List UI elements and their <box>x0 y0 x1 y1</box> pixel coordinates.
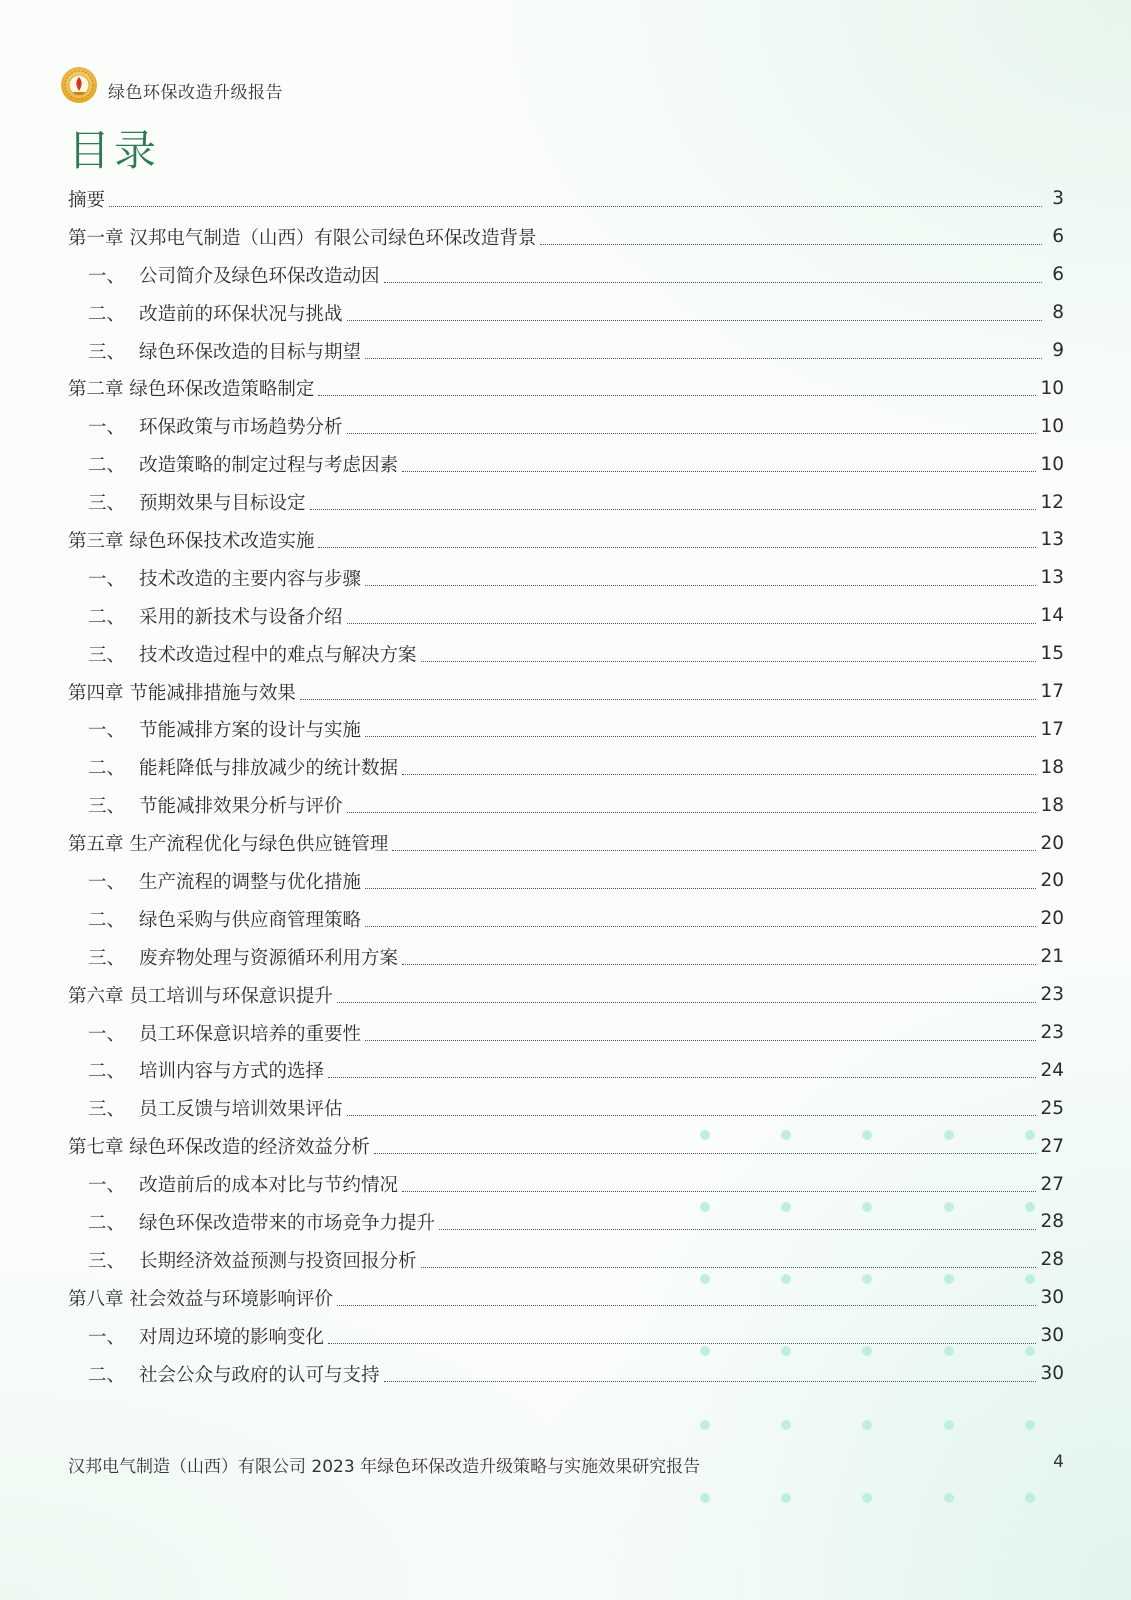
toc-entry-label <box>88 1057 324 1083</box>
toc-entry-label <box>88 1171 398 1197</box>
toc-entry-text: 生产流程的调整与优化措施 <box>139 871 362 893</box>
toc-dot-leader <box>402 963 1036 965</box>
toc-dot-leader <box>300 698 1037 700</box>
toc-entry-number: 三、 <box>88 644 126 666</box>
toc-dot-leader <box>337 1304 1037 1306</box>
toc-entry-label <box>68 679 296 705</box>
toc-chapter-entry[interactable] <box>68 369 1064 407</box>
toc-entry-label <box>88 1361 380 1387</box>
toc-section-entry[interactable] <box>68 445 1064 483</box>
toc-entry-text: 培训内容与方式的选择 <box>139 1061 325 1083</box>
toc-entry-number: 三、 <box>88 341 126 363</box>
toc-section-entry[interactable] <box>68 1203 1064 1241</box>
toc-dot-leader <box>365 584 1036 586</box>
toc-dot-leader <box>328 1342 1036 1344</box>
toc-chapter-entry[interactable] <box>68 976 1064 1014</box>
toc-entry-label <box>88 603 343 629</box>
toc-dot-leader <box>421 660 1037 662</box>
toc-entry-page: 10 <box>1040 453 1064 475</box>
toc-entry-number: 一、 <box>88 871 126 893</box>
toc-entry-text: 采用的新技术与设备介绍 <box>139 606 343 628</box>
toc-entry-page: 25 <box>1040 1097 1064 1119</box>
toc-entry-text: 能耗降低与排放减少的统计数据 <box>139 758 399 780</box>
toc-entry-number: 二、 <box>88 1364 126 1386</box>
toc-entry-label <box>88 300 343 326</box>
toc-entry-page: 23 <box>1040 984 1064 1006</box>
decorative-dot <box>781 1420 791 1430</box>
toc-entry-label <box>88 944 398 970</box>
toc-dot-leader <box>318 394 1036 396</box>
table-of-contents <box>68 180 1064 1393</box>
toc-dot-leader <box>347 1114 1037 1116</box>
toc-entry-page: 10 <box>1040 377 1064 399</box>
toc-entry-page: 30 <box>1040 1363 1064 1385</box>
toc-entry-label <box>88 906 361 932</box>
toc-entry-text: 节能减排方案的设计与实施 <box>139 720 362 742</box>
toc-dot-leader <box>421 1266 1037 1268</box>
toc-entry-page: 20 <box>1040 908 1064 930</box>
toc-entry-page: 30 <box>1040 1287 1064 1309</box>
toc-entry-text: 长期经济效益预测与投资回报分析 <box>139 1250 417 1272</box>
toc-entry-number: 三、 <box>88 1250 126 1272</box>
toc-entry-text: 摘要 <box>68 189 106 211</box>
toc-entry-page: 6 <box>1052 226 1064 248</box>
decorative-dot <box>944 1420 954 1430</box>
toc-entry-text: 改造策略的制定过程与考虑因素 <box>139 455 399 477</box>
toc-entry-text: 第一章 汉邦电气制造（山西）有限公司绿色环保改造背景 <box>68 227 537 249</box>
toc-dot-leader <box>365 887 1036 889</box>
toc-entry-number: 三、 <box>88 1099 126 1121</box>
toc-section-entry[interactable] <box>68 1165 1064 1203</box>
toc-entry-page: 20 <box>1040 832 1064 854</box>
header-title: 绿色环保改造升级报告 <box>108 82 283 103</box>
toc-entry-label <box>88 641 417 667</box>
footer-page-number: 4 <box>1053 1452 1064 1472</box>
toc-chapter-entry[interactable] <box>68 1127 1064 1165</box>
toc-dot-leader <box>328 1076 1036 1078</box>
toc-entry-page: 18 <box>1040 794 1064 816</box>
toc-dot-leader <box>337 1001 1037 1003</box>
toc-entry-page: 30 <box>1040 1325 1064 1347</box>
toc-entry-page: 6 <box>1052 264 1064 286</box>
toc-entry-page: 21 <box>1040 946 1064 968</box>
toc-dot-leader <box>365 1039 1036 1041</box>
toc-section-entry[interactable] <box>68 294 1064 332</box>
toc-entry-text: 员工环保意识培养的重要性 <box>139 1023 362 1045</box>
page-footer <box>68 1452 1064 1477</box>
toc-entry-label <box>88 1247 417 1273</box>
toc-section-entry[interactable] <box>68 710 1064 748</box>
toc-dot-leader <box>365 925 1036 927</box>
toc-dot-leader <box>347 432 1037 434</box>
toc-entry-label <box>68 1133 370 1159</box>
toc-section-entry[interactable] <box>68 635 1064 673</box>
toc-dot-leader <box>402 470 1036 472</box>
toc-entry-page: 3 <box>1052 188 1064 210</box>
toc-entry-text: 第七章 绿色环保改造的经济效益分析 <box>68 1137 370 1159</box>
decorative-dot <box>1025 1420 1035 1430</box>
toc-dot-leader <box>384 1380 1037 1382</box>
toc-section-entry[interactable] <box>68 1241 1064 1279</box>
toc-entry-page: 17 <box>1040 681 1064 703</box>
toc-entry-text: 第二章 绿色环保改造策略制定 <box>68 379 315 401</box>
toc-dot-leader <box>365 735 1036 737</box>
toc-entry-text: 绿色采购与供应商管理策略 <box>139 909 362 931</box>
toc-section-entry[interactable] <box>68 1317 1064 1355</box>
toc-entry-label <box>88 1020 361 1046</box>
decorative-dot <box>700 1493 710 1503</box>
toc-entry-number: 二、 <box>88 1061 126 1083</box>
toc-dot-leader <box>384 281 1042 283</box>
toc-entry-number: 一、 <box>88 568 126 590</box>
toc-entry-text: 员工反馈与培训效果评估 <box>139 1099 343 1121</box>
toc-entry-text: 对周边环境的影响变化 <box>139 1326 325 1348</box>
toc-entry-number: 二、 <box>88 303 126 325</box>
decorative-dot <box>781 1493 791 1503</box>
toc-section-entry[interactable] <box>68 862 1064 900</box>
toc-entry-label <box>68 375 314 401</box>
toc-entry-page: 13 <box>1040 567 1064 589</box>
toc-dot-leader <box>365 357 1042 359</box>
toc-dot-leader <box>109 205 1042 207</box>
toc-section-entry[interactable] <box>68 559 1064 597</box>
toc-entry-label <box>88 451 398 477</box>
toc-entry-number: 二、 <box>88 909 126 931</box>
toc-entry-label <box>88 1209 435 1235</box>
toc-entry-text: 技术改造过程中的难点与解决方案 <box>139 644 417 666</box>
toc-entry-page: 23 <box>1040 1022 1064 1044</box>
toc-dot-leader <box>439 1228 1036 1230</box>
toc-section-entry[interactable] <box>68 1089 1064 1127</box>
toc-entry-label <box>68 982 333 1008</box>
toc-entry-page: 24 <box>1040 1059 1064 1081</box>
toc-entry-page: 13 <box>1040 529 1064 551</box>
toc-dot-leader <box>374 1152 1037 1154</box>
toc-entry-text: 第八章 社会效益与环境影响评价 <box>68 1288 333 1310</box>
toc-dot-leader <box>392 849 1036 851</box>
toc-entry-label <box>88 413 343 439</box>
toc-entry-number: 一、 <box>88 720 126 742</box>
toc-entry-text: 环保政策与市场趋势分析 <box>139 417 343 439</box>
toc-section-entry[interactable] <box>68 332 1064 370</box>
toc-section-entry[interactable] <box>68 938 1064 976</box>
toc-entry-text: 社会公众与政府的认可与支持 <box>139 1364 380 1386</box>
toc-entry-page: 9 <box>1052 340 1064 361</box>
toc-entry-label <box>68 527 314 553</box>
toc-entry-page: 28 <box>1040 1211 1064 1233</box>
decorative-dot <box>700 1420 710 1430</box>
toc-entry-page: 20 <box>1040 870 1064 892</box>
toc-dot-leader <box>540 243 1042 245</box>
page-header <box>60 66 283 104</box>
toc-entry-number: 一、 <box>88 1023 126 1045</box>
toc-entry-number: 二、 <box>88 606 126 628</box>
toc-entry-number: 二、 <box>88 1212 126 1234</box>
toc-entry-number: 一、 <box>88 417 126 439</box>
toc-chapter-entry[interactable] <box>68 218 1064 256</box>
decorative-dot <box>944 1493 954 1503</box>
toc-entry-label <box>88 792 343 818</box>
decorative-dot <box>862 1493 872 1503</box>
toc-entry-text: 节能减排效果分析与评价 <box>139 796 343 818</box>
toc-entry-text: 第五章 生产流程优化与绿色供应链管理 <box>68 834 389 856</box>
toc-entry-label <box>88 754 398 780</box>
toc-entry-text: 改造前的环保状况与挑战 <box>139 303 343 325</box>
toc-dot-leader <box>347 622 1037 624</box>
toc-entry-page: 10 <box>1040 415 1064 437</box>
toc-entry-text: 第六章 员工培训与环保意识提升 <box>68 985 333 1007</box>
toc-dot-leader <box>347 811 1037 813</box>
toc-entry-label <box>88 1095 343 1121</box>
toc-entry-page: 12 <box>1040 491 1064 513</box>
toc-entry-page: 28 <box>1040 1249 1064 1271</box>
toc-entry-page: 27 <box>1040 1173 1064 1195</box>
toc-section-entry[interactable] <box>68 900 1064 938</box>
toc-entry-number: 二、 <box>88 758 126 780</box>
toc-entry-number: 三、 <box>88 947 126 969</box>
toc-entry-label <box>68 1285 333 1311</box>
toc-entry-number: 一、 <box>88 265 126 287</box>
decorative-dot <box>862 1420 872 1430</box>
toc-entry-label <box>68 830 388 856</box>
toc-dot-leader <box>402 1190 1036 1192</box>
toc-entry-label <box>88 716 361 742</box>
toc-entry-text: 改造前后的成本对比与节约情况 <box>139 1175 399 1197</box>
decorative-dot <box>1025 1493 1035 1503</box>
toc-entry-number: 一、 <box>88 1175 126 1197</box>
toc-entry-label <box>88 565 361 591</box>
toc-entry-text: 技术改造的主要内容与步骤 <box>139 568 362 590</box>
toc-section-entry[interactable] <box>68 407 1064 445</box>
toc-section-entry[interactable] <box>68 597 1064 635</box>
toc-dot-leader <box>347 319 1042 321</box>
toc-dot-leader <box>402 773 1036 775</box>
toc-entry-text: 公司简介及绿色环保改造动因 <box>139 265 380 287</box>
toc-entry-label <box>68 186 105 212</box>
toc-entry-number: 一、 <box>88 1326 126 1348</box>
toc-section-entry[interactable] <box>68 256 1064 294</box>
toc-entry-label <box>88 262 380 288</box>
toc-entry-text: 第三章 绿色环保技术改造实施 <box>68 530 315 552</box>
toc-entry-page: 14 <box>1040 605 1064 627</box>
toc-entry-text: 绿色环保改造带来的市场竞争力提升 <box>139 1212 436 1234</box>
toc-entry-text: 预期效果与目标设定 <box>139 493 306 515</box>
toc-entry-label <box>88 489 306 515</box>
toc-dot-leader <box>310 508 1037 510</box>
toc-entry-page: 17 <box>1040 718 1064 740</box>
toc-entry-label <box>88 338 361 364</box>
toc-section-entry[interactable] <box>68 1355 1064 1393</box>
toc-section-entry[interactable] <box>68 1014 1064 1052</box>
toc-entry-text: 第四章 节能减排措施与效果 <box>68 682 296 704</box>
toc-chapter-entry[interactable] <box>68 180 1064 218</box>
toc-entry-text: 废弃物处理与资源循环利用方案 <box>139 947 399 969</box>
toc-entry-page: 8 <box>1052 302 1064 324</box>
toc-entry-label <box>88 1323 324 1349</box>
toc-dot-leader <box>318 546 1036 548</box>
toc-entry-page: 15 <box>1040 643 1064 665</box>
toc-entry-number: 三、 <box>88 796 126 818</box>
toc-entry-number: 二、 <box>88 455 126 477</box>
toc-entry-number: 三、 <box>88 493 126 515</box>
toc-chapter-entry[interactable] <box>68 1279 1064 1317</box>
toc-section-entry[interactable] <box>68 483 1064 521</box>
toc-section-entry[interactable] <box>68 786 1064 824</box>
toc-section-entry[interactable] <box>68 748 1064 786</box>
toc-entry-label <box>68 224 536 250</box>
toc-chapter-entry[interactable] <box>68 673 1064 711</box>
company-logo-icon <box>60 66 98 104</box>
toc-chapter-entry[interactable] <box>68 824 1064 862</box>
toc-section-entry[interactable] <box>68 1051 1064 1089</box>
footer-report-title: 汉邦电气制造（山西）有限公司 2023 年绿色环保改造升级策略与实施效果研究报告 <box>68 1457 701 1477</box>
toc-entry-label <box>88 868 361 894</box>
toc-entry-page: 18 <box>1040 756 1064 778</box>
toc-entry-page: 27 <box>1040 1135 1064 1157</box>
page-title: 目录 <box>68 126 161 175</box>
toc-entry-text: 绿色环保改造的目标与期望 <box>139 341 362 363</box>
toc-chapter-entry[interactable] <box>68 521 1064 559</box>
